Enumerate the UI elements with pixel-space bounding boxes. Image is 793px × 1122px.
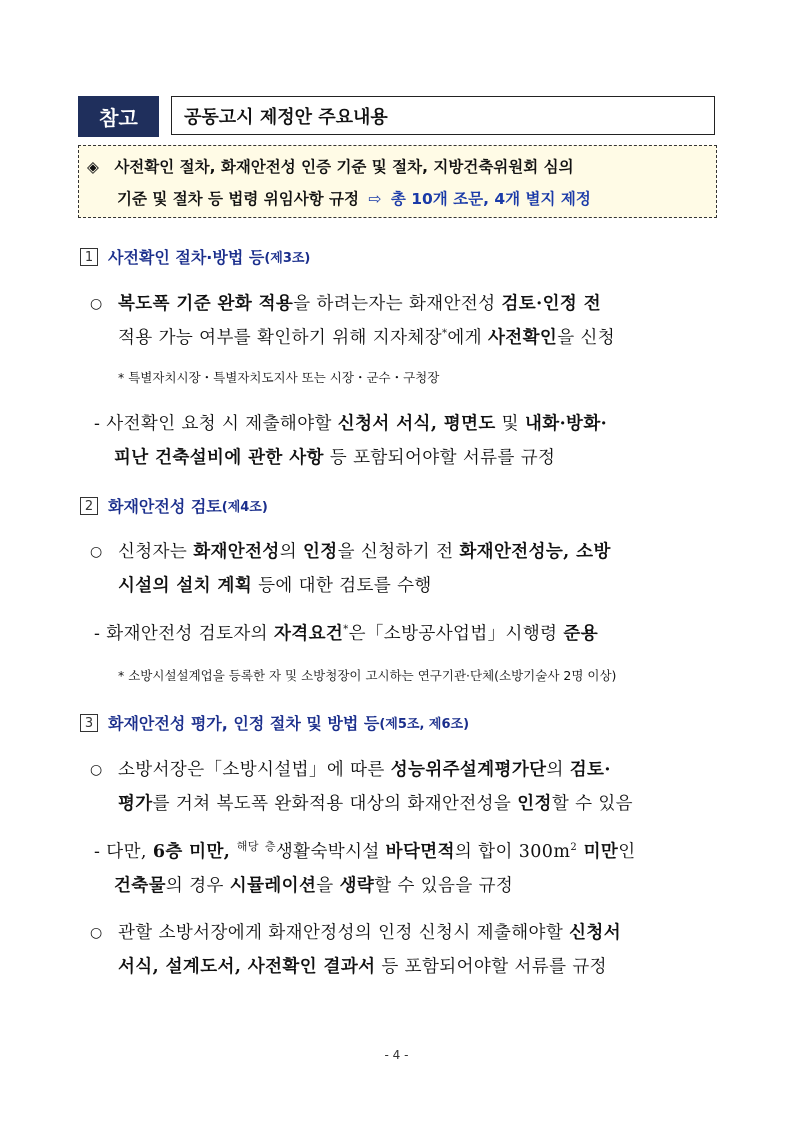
s1-detail-line-1: - 사전확인 요청 시 제출해야할 신청서 서식, 평면도 및 내화·방화· [94, 414, 608, 434]
s3-detail-line-2: 건축물의 경우 시뮬레이션을 생략할 수 있음을 규정 [114, 876, 514, 896]
s2-para-1-line-2: 시설의 설치 계획 등에 대한 검토를 수행 [118, 576, 432, 596]
section-title: 화재안전성 검토 [108, 497, 222, 516]
section-ref: (제4조) [221, 500, 268, 515]
s3-para-2-line-2: 서식, 설계도서, 사전확인 결과서 등 포함되어야할 서류를 규정 [118, 957, 607, 977]
page-title: 공동고시 제정안 주요내용 [171, 96, 715, 135]
s1-detail-line-2: 피난 건축설비에 관한 사항 등 포함되어야할 서류를 규정 [114, 448, 556, 468]
reference-tag: 참고 [78, 96, 159, 137]
section-number: 3 [80, 714, 98, 732]
s2-detail-line-1: - 화재안전성 검토자의 자격요건*은「소방공사업법」시행령 준용 [94, 624, 599, 644]
summary-line-2 [117, 187, 591, 209]
page-number: - 4 - [384, 1048, 409, 1062]
section-1-heading [80, 245, 310, 268]
summary-line-1 [87, 155, 574, 177]
s2-footnote: * 소방시설설계업을 등록한 자 및 소방청장이 고시하는 연구기관·단체(소방기술사 2명 이상) [118, 668, 617, 683]
bullet-icon: ○ [90, 762, 103, 778]
section-title: 사전확인 절차·방법 등 [108, 248, 265, 267]
bullet-icon: ○ [90, 925, 103, 941]
s3-para-1-line-2: 평가를 거쳐 복도폭 완화적용 대상의 화재안전성을 인정할 수 있음 [118, 794, 633, 814]
s3-para-2-line-1: 관할 소방서장에게 화재안정성의 인정 신청시 제출해야할 신청서 [118, 923, 622, 943]
s1-para-1-line-1: 복도폭 기준 완화 적용을 하려는자는 화재안전성 검토·인정 전 [118, 294, 601, 314]
s3-para-1-line-1: 소방서장은「소방시설법」에 따른 성능위주설계평가단의 검토· [118, 760, 611, 780]
arrow-icon: ⇨ [368, 190, 382, 208]
diamond-icon: ◈ [87, 158, 99, 176]
section-3-heading [80, 711, 469, 734]
summary-box [78, 145, 717, 218]
summary-text-1: 사전확인 절차, 화재안전성 인증 기준 및 절차, 지방건축위원회 심의 [114, 158, 574, 176]
section-title: 화재안전성 평가, 인정 절차 및 방법 등 [108, 714, 380, 733]
s1-footnote: * 특별자치시장・특별자치도지사 또는 시장・군수・구청장 [118, 370, 440, 385]
section-number: 2 [80, 497, 98, 515]
s3-detail-line-1: - 다만, 6층 미만, $^{해당}$ $^층$생활숙박시설 바닥면적의 합이 $300m^2$ 미만인 [94, 840, 636, 862]
bullet-icon: ○ [90, 296, 103, 312]
s2-para-1-line-1: 신청자는 화재안전성의 인정을 신청하기 전 화재안전성능, 소방 [118, 542, 611, 562]
s1-para-1-line-2: 적용 가능 여부를 확인하기 위해 지자체장*에게 사전확인을 신청 [118, 328, 616, 348]
bullet-icon: ○ [90, 544, 103, 560]
section-ref: (제5조, 제6조) [379, 717, 470, 732]
summary-highlight: 총 10개 조문, 4개 별지 제정 [390, 190, 591, 208]
section-number: 1 [80, 248, 98, 266]
header [78, 96, 717, 137]
section-2-heading [80, 494, 268, 517]
summary-text-2: 기준 및 절차 등 법령 위임사항 규정 [117, 190, 360, 208]
section-ref: (제3조) [264, 251, 311, 266]
